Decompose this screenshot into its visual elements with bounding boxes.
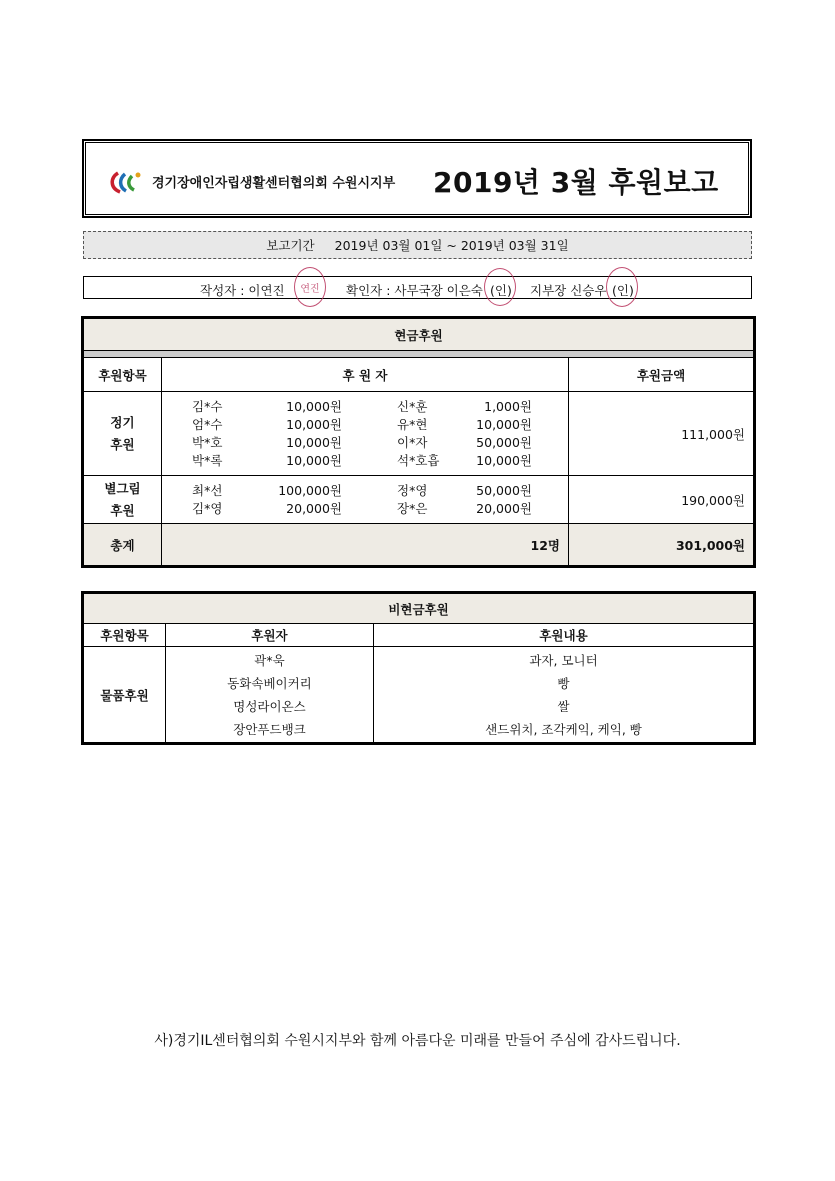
cash-col-amount: 후원금액 xyxy=(569,358,754,392)
donor-amount: 1,000원 xyxy=(484,398,532,414)
noncash-col-donor: 후원자 xyxy=(166,624,374,647)
cash-total-count: 12명 xyxy=(162,524,569,566)
cash-header-row xyxy=(84,358,754,392)
noncash-content: 샌드위치, 조각케익, 케익, 빵 xyxy=(485,721,642,737)
noncash-donor: 곽*욱 xyxy=(254,652,285,668)
noncash-col-item: 후원항목 xyxy=(84,624,166,647)
writer-stamp xyxy=(294,267,326,307)
period-value: 2019년 03월 01일 ~ 2019년 03월 31일 xyxy=(334,238,569,253)
noncash-donor: 장안푸드뱅크 xyxy=(233,721,306,737)
donor-amount: 10,000원 xyxy=(286,452,342,468)
donor-name: 박*록 xyxy=(192,452,223,468)
noncash-header-row xyxy=(84,624,754,647)
noncash-content-list xyxy=(374,647,754,743)
noncash-content: 쌀 xyxy=(557,698,570,714)
cash-total-label: 총계 xyxy=(84,524,162,566)
cash-row-regular xyxy=(84,392,754,476)
branch-head-stamp xyxy=(606,267,638,307)
cash-row-item-line2: 후원 xyxy=(110,502,135,518)
donor-amount: 50,000원 xyxy=(476,482,532,498)
cash-row-item xyxy=(84,392,162,476)
organization-logo-icon xyxy=(108,170,142,194)
noncash-content: 과자, 모니터 xyxy=(529,652,598,668)
cash-row-amount: 190,000원 xyxy=(569,476,754,524)
header-inner-frame xyxy=(85,142,749,215)
noncash-item: 물품후원 xyxy=(84,647,166,743)
donor-name: 신*훈 xyxy=(397,398,428,414)
noncash-goods-row xyxy=(84,647,754,743)
noncash-title-row xyxy=(84,594,754,624)
donor-name: 김*수 xyxy=(192,398,223,414)
cash-row-item xyxy=(84,476,162,524)
cash-total-amount: 301,000원 xyxy=(569,524,754,566)
branch-head-seal: (인) xyxy=(612,283,634,298)
donor-amount: 20,000원 xyxy=(476,500,532,516)
cash-row-donors xyxy=(162,392,569,476)
donor-grid-regular xyxy=(162,398,568,470)
donor-amount: 10,000원 xyxy=(476,416,532,432)
cash-total-row xyxy=(84,524,754,566)
report-period-bar xyxy=(83,231,752,259)
thank-you-message: 사)경기IL센터협의회 수원시지부와 함께 아름다운 미래를 만들어 주심에 감사드립니다. xyxy=(154,1033,681,1049)
cash-spacer xyxy=(84,351,754,358)
noncash-donation-table xyxy=(83,593,754,743)
cash-donation-table xyxy=(83,318,754,566)
donor-name: 김*영 xyxy=(192,500,223,516)
noncash-section-title: 비현금후원 xyxy=(84,594,754,624)
noncash-content: 빵 xyxy=(557,675,570,691)
cash-col-donor: 후 원 자 xyxy=(162,358,569,392)
donor-name: 정*영 xyxy=(397,482,428,498)
donor-amount: 10,000원 xyxy=(286,398,342,414)
branch-head-text: 지부장 신승우 xyxy=(530,283,607,298)
donor-amount: 20,000원 xyxy=(286,500,342,516)
noncash-col-content: 후원내용 xyxy=(374,624,754,647)
checker-seal: (인) xyxy=(490,283,512,298)
donor-grid-star xyxy=(162,482,568,518)
cash-row-star xyxy=(84,476,754,524)
cash-spacer-row xyxy=(84,351,754,358)
cash-row-item-line1: 별그림 xyxy=(104,480,141,496)
cash-row-amount: 111,000원 xyxy=(569,392,754,476)
report-header xyxy=(82,139,752,218)
cash-row-donors xyxy=(162,476,569,524)
donor-name: 박*호 xyxy=(192,434,223,450)
donor-name: 석*호흡 xyxy=(397,452,440,468)
cash-col-item: 후원항목 xyxy=(84,358,162,392)
checker-text: 확인자 : 사무국장 이은숙 xyxy=(346,283,483,298)
writer-stamp-text: 연진 xyxy=(300,283,320,295)
cash-row-item-line1: 정기 xyxy=(110,414,135,430)
cash-section-title: 현금후원 xyxy=(84,319,754,351)
donor-amount: 10,000원 xyxy=(286,416,342,432)
donor-name: 엄*수 xyxy=(192,416,223,432)
signers-bar xyxy=(83,276,752,299)
donor-amount: 10,000원 xyxy=(286,434,342,450)
page-title: 2019년 3월 후원보고 xyxy=(433,166,719,199)
donor-amount: 100,000원 xyxy=(278,482,342,498)
noncash-donor: 명성라이온스 xyxy=(233,698,306,714)
checker-stamp xyxy=(484,268,516,306)
writer-text: 작성자 : 이연진 xyxy=(200,283,285,298)
donor-name: 이*자 xyxy=(397,434,428,450)
donor-amount: 10,000원 xyxy=(476,452,532,468)
cash-row-item-line2: 후원 xyxy=(110,436,135,452)
organization-name: 경기장애인자립생활센터협의회 수원시지부 xyxy=(152,176,396,191)
donor-name: 최*선 xyxy=(192,482,223,498)
cash-title-row xyxy=(84,319,754,351)
period-label: 보고기간 xyxy=(266,238,315,253)
donor-name: 장*은 xyxy=(397,500,428,516)
noncash-donor: 동화속베이커리 xyxy=(227,675,312,691)
donor-name: 유*현 xyxy=(397,416,428,432)
noncash-donor-list xyxy=(166,647,374,743)
donor-amount: 50,000원 xyxy=(476,434,532,450)
